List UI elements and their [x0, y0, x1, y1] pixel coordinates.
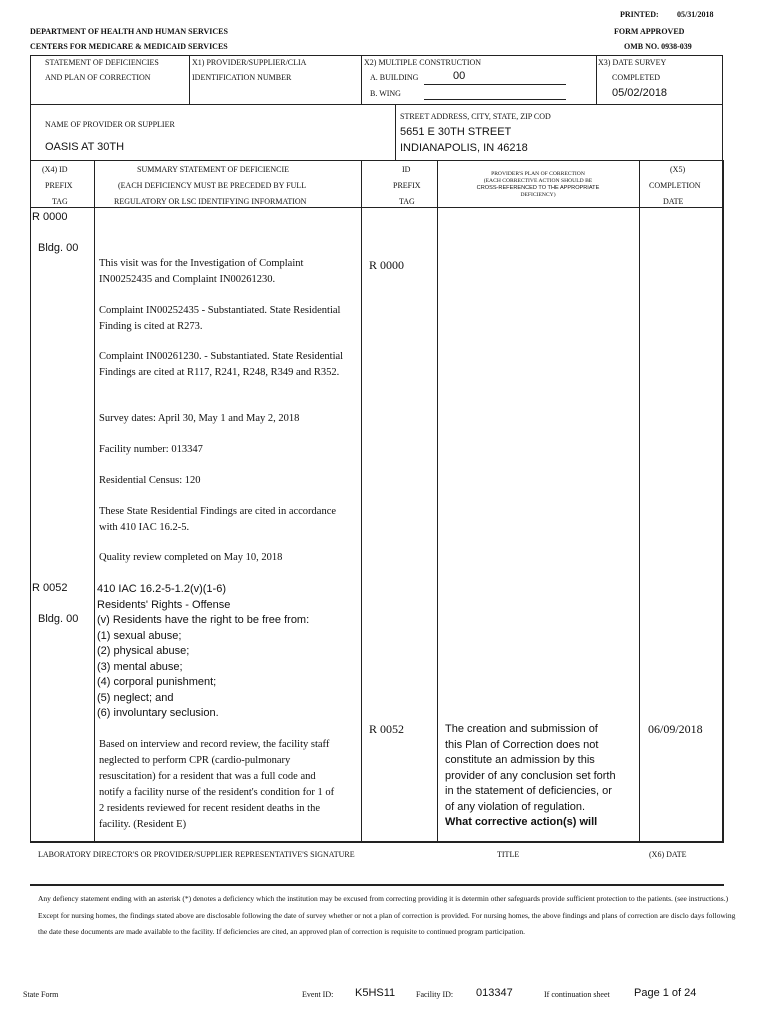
survey-date-value: 05/02/2018: [612, 87, 668, 99]
date-label: (X6) DATE: [649, 850, 687, 859]
signature-label: LABORATORY DIRECTOR'S OR PROVIDER/SUPPLIER REPRESENTATIVE'S SIGNATURE: [38, 850, 355, 859]
x4-tag-label: TAG: [52, 197, 68, 206]
plan-label: PROVIDER'S PLAN OF CORRECTION: [491, 171, 585, 177]
regulation-line: (4) corporal punishment;: [97, 676, 217, 688]
regulation-line: (2) physical abuse;: [97, 645, 190, 657]
x4-id-label: (X4) ID: [42, 165, 68, 174]
column-rule: [94, 160, 95, 842]
wing-label: B. WING: [370, 89, 401, 98]
column-rule: [437, 160, 438, 842]
title-label: TITLE: [497, 850, 520, 859]
divider: [596, 55, 597, 104]
page-number: Page 1 of 24: [634, 987, 697, 999]
plan-line: in the statement of deficiencies, or: [445, 785, 612, 797]
summary-label-2: (EACH DEFICIENCY MUST BE PRECEDED BY FULL: [118, 181, 307, 190]
divider: [30, 104, 723, 105]
printed-label: PRINTED:: [620, 10, 659, 19]
building-label: A. BUILDING: [370, 73, 419, 82]
x5-date-label: DATE: [663, 197, 684, 206]
statement-label: STATEMENT OF DEFICIENCIES: [45, 58, 159, 67]
left-border: [30, 55, 31, 842]
summary-paragraph: Complaint IN00261230. - Substantiated. State Residential Findings are cited at R117, R241, R248, R349 and R352.: [99, 351, 344, 378]
completion-date: 06/09/2018: [648, 722, 703, 736]
plan-label-4: DEFICIENCY): [520, 192, 556, 198]
address-label: STREET ADDRESS, CITY, STATE, ZIP COD: [400, 112, 551, 121]
regulation-line: (3) mental abuse;: [97, 660, 183, 673]
right-border: [722, 160, 724, 842]
id-tag-label: TAG: [399, 197, 415, 206]
column-rule: [361, 160, 362, 842]
id-prefix-tag: R 0000: [369, 258, 405, 272]
id-label: ID: [402, 165, 411, 174]
x4-prefix-label: PREFIX: [45, 181, 73, 190]
survey-date-label: X3) DATE SURVEY: [598, 58, 667, 67]
plan-label-2: (EACH CORRECTIVE ACTION SHOULD BE: [483, 178, 593, 184]
summary-paragraph: This visit was for the Investigation of Complaint IN00252435 and Complaint IN00261230.: [99, 258, 304, 285]
summary-label-3: REGULATORY OR LSC IDENTIFYING INFORMATION: [114, 197, 307, 206]
regulation-line: 410 IAC 16.2-5-1.2(v)(1-6): [97, 583, 226, 595]
x5-completion-label: COMPLETION: [649, 181, 701, 190]
department-title: DEPARTMENT OF HEALTH AND HUMAN SERVICES: [30, 27, 228, 36]
summary-paragraph: Survey dates: April 30, May 1 and May 2, 2018: [99, 413, 300, 424]
summary-label: SUMMARY STATEMENT OF DEFICIENCIE: [137, 165, 290, 174]
plan-line-bold: What corrective action(s) will: [445, 816, 598, 828]
facility-id-label: Facility ID:: [416, 990, 454, 999]
footnote: Any defiency statement ending with an asterisk (*) denotes a deficiency which the institution may be excused from correcting providing it is determin other safeguards provide sufficient protection to the patients. (see instructions.) Except for nursing homes, the findings stated above are disclosable following the date of survey whether or not a plan of correction is provided. For nursing homes, the above findings and plans of correction are disclo days following the date these documents are made available to the facility. If deficiencies are cited, an approved plan of correction is requisite to continued program participation.: [38, 894, 736, 936]
state-form-label: State Form: [23, 990, 59, 999]
summary-paragraph: Facility number: 013347: [99, 444, 203, 455]
event-id-value: K5HS11: [355, 987, 396, 999]
wing-underline: [424, 99, 566, 100]
plan-line: The creation and submission of: [445, 723, 598, 735]
regulation-line: Residents' Rights - Offense: [97, 598, 231, 611]
building-tag: Bldg. 00: [38, 242, 79, 254]
building-tag: Bldg. 00: [38, 613, 79, 625]
omb-number: OMB NO. 0938-039: [624, 42, 692, 51]
divider: [30, 160, 723, 161]
plan-line: constitute an admission by this: [445, 754, 595, 766]
building-value: 00: [453, 70, 466, 82]
divider: [189, 55, 190, 104]
provider-label: NAME OF PROVIDER OR SUPPLIER: [45, 120, 175, 129]
tag-prefix: R 0000: [32, 211, 68, 223]
survey-completed-label: COMPLETED: [612, 73, 660, 82]
finding-paragraph: Based on interview and record review, the facility staff neglected to perform CPR (cardio-pulmonary resuscitation) for a resident that was a full code and notify a facility nurse of the resident's condition for 1 of 2 residents reviewed for recent resident deaths in the facility. (Resident E): [99, 739, 335, 830]
event-id-label: Event ID:: [302, 990, 334, 999]
centers-title: CENTERS FOR MEDICARE & MEDICAID SERVICES: [30, 42, 228, 51]
plan-line: of any violation of regulation.: [445, 800, 586, 813]
tag-prefix: R 0052: [32, 582, 68, 594]
building-underline: [424, 84, 566, 85]
continuation-label: If continuation sheet: [544, 990, 610, 999]
column-rule: [639, 160, 640, 842]
regulation-line: (5) neglect; and: [97, 691, 174, 704]
provider-name: OASIS AT 30TH: [45, 141, 125, 153]
divider: [395, 104, 396, 160]
clia-label-2: IDENTIFICATION NUMBER: [192, 73, 292, 82]
facility-id-value: 013347: [476, 987, 513, 999]
regulation-block: [97, 582, 359, 722]
plan-line: provider of any conclusion set forth: [445, 769, 616, 782]
regulation-line: (v) Residents have the right to be free from:: [97, 614, 310, 626]
regulation-line: (1) sexual abuse;: [97, 629, 182, 642]
body-bottom-border: [30, 841, 724, 843]
summary-paragraph: These State Residential Findings are cited in accordance with 410 IAC 16.2-5.: [99, 506, 337, 533]
statement-label-2: AND PLAN OF CORRECTION: [45, 73, 151, 82]
plan-line: this Plan of Correction does not: [445, 738, 599, 751]
divider: [361, 55, 362, 104]
plan-of-correction: [445, 722, 637, 831]
summary-paragraph: Quality review completed on May 10, 2018: [99, 552, 283, 563]
multiple-construction-label: X2) MULTIPLE CONSTRUCTION: [364, 58, 482, 67]
plan-label-3: CROSS-REFERENCED TO THE APPROPRIATE: [476, 185, 600, 191]
regulation-line: (6) involuntary seclusion.: [97, 707, 219, 719]
summary-paragraph: Residential Census: 120: [99, 475, 201, 486]
id-prefix-tag: R 0052: [369, 722, 405, 736]
address-line-2: INDIANAPOLIS, IN 46218: [400, 142, 528, 154]
divider: [722, 55, 723, 160]
form-approved: FORM APPROVED: [614, 27, 685, 36]
signature-bottom-border: [30, 884, 724, 886]
header-bottom-border: [30, 207, 723, 208]
clia-label: X1) PROVIDER/SUPPLIER/CLIA: [192, 58, 307, 67]
address-line-1: 5651 E 30TH STREET: [400, 126, 512, 138]
top-border: [30, 55, 723, 56]
x5-label: (X5): [670, 165, 686, 174]
printed-date: 05/31/2018: [677, 10, 714, 19]
id-prefix-label: PREFIX: [393, 181, 421, 190]
summary-paragraph: Complaint IN00252435 - Substantiated. State Residential Finding is cited at R273.: [99, 305, 341, 332]
plan-header: [440, 171, 636, 199]
